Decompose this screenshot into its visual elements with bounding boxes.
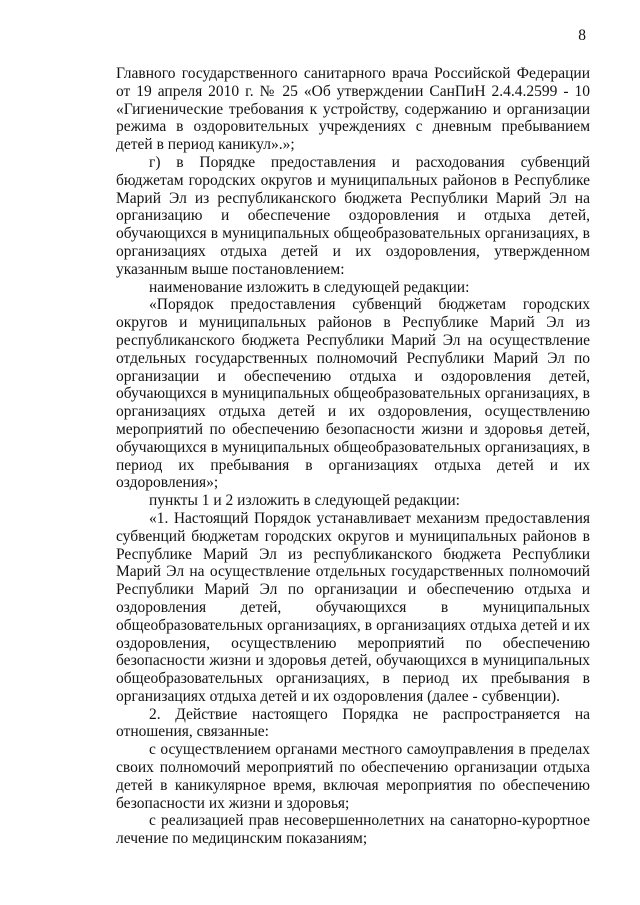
paragraph: 2. Действие настоящего Порядка не распространяется на отношения, связанные: [116,705,590,741]
paragraph: наименование изложить в следующей редакции: [149,278,470,296]
paragraph: Главного государственного санитарного врача Российской Федерации от 19 апреля 2010 г. № 25 «Об утверждении СанПиН 2.4.4.2599 - 10 «Гигиенические требования к устройству, содержанию и организации режима в оздоровительных учреждениях с дневным пребыванием детей в период каникул».»; [116,65,590,154]
paragraph: пункты 1 и 2 изложить в следующей редакции: [149,492,460,510]
paragraph: «1. Настоящий Порядок устанавливает механизм предоставления субвенций бюджетам городских округов и муниципальных районов в Республике Марий Эл из республиканского бюджета Республики Марий Эл на осуществление отдельных государственных полномочий Республики Марий Эл по организации и обеспечению отдыха и оздоровления детей, обучающихся в муниципальных общеобразовательных организациях, в организациях отдыха детей и их оздоровления, осуществлению мероприятий по обеспечению безопасности жизни и здоровья детей, обучающихся в муниципальных общеобразовательных организациях, в период их пребывания в организациях отдыха детей и их оздоровления (далее - субвенции). [116,509,590,705]
page-number: 8 [578,27,586,44]
paragraph: с реализацией прав несовершеннолетних на санаторно-курортное лечение по медицинским показаниям; [116,812,590,848]
paragraph: «Порядок предоставления субвенций бюджетам городских округов и муниципальных районов в Республике Марий Эл из республиканского бюджета Республики Марий Эл на осуществление отдельных государственных полномочий Республики Марий Эл по организации и обеспечению отдыха и оздоровления детей, обучающихся в муниципальных общеобразовательных организациях, в организациях отдыха детей и их оздоровления, осуществлению мероприятий по обеспечению безопасности жизни и здоровья детей, обучающихся в муниципальных общеобразовательных организациях, в период их пребывания в организациях отдыха детей и их оздоровления»; [116,296,590,492]
paragraph: с осуществлением органами местного самоуправления в пределах своих полномочий мероприятий по обеспечению организации отдыха детей в каникулярное время, включая мероприятия по обеспечению безопасности их жизни и здоровья; [116,741,590,812]
paragraph: г) в Порядке предоставления и расходования субвенций бюджетам городских округов и муниципальных районов в Республике Марий Эл из республиканского бюджета Республики Марий Эл на организацию и обеспечение оздоровления и отдыха детей, обучающихся в муниципальных общеобразовательных организациях, в организациях отдыха детей и их оздоровления, утвержденном указанным выше постановлением: [116,153,590,278]
document-body [116,65,590,848]
